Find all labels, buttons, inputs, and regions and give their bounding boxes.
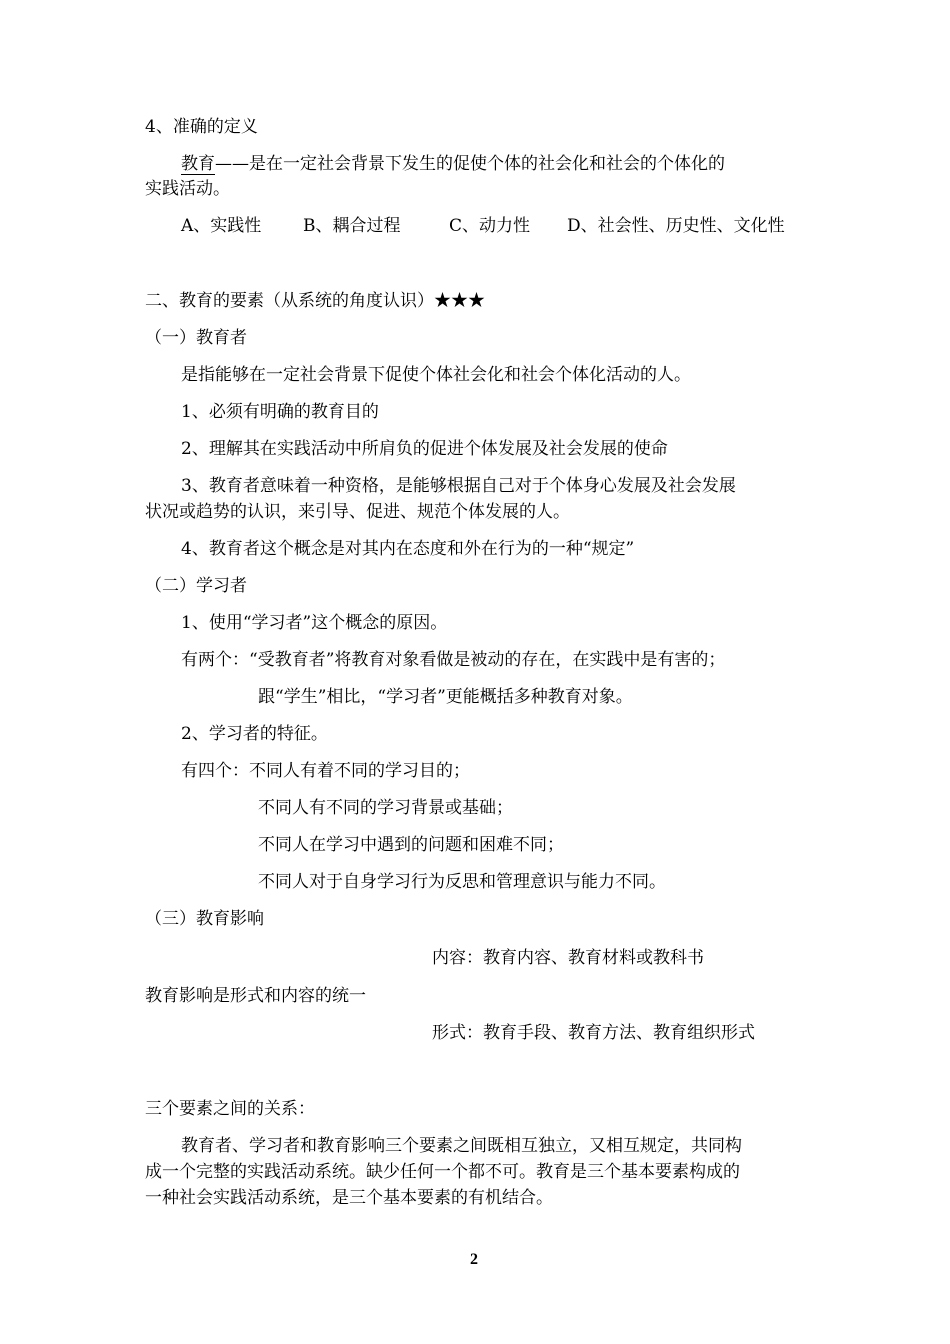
option-b: B、耦合过程 [303,216,401,236]
learner-point-1: 1、使用“学习者”这个概念的原因。 [181,613,448,633]
learner-reason-1: 有两个：“受教育者”将教育对象看做是被动的存在，在实践中是有害的； [181,650,726,670]
relation-line-2: 成一个完整的实践活动系统。缺少任何一个都不可。教育是三个基本要素构成的 [145,1162,740,1182]
option-c: C、动力性 [449,216,531,236]
option-a: A、实践性 [181,216,262,236]
definition-options [181,214,785,238]
educator-point-2: 2、理解其在实践活动中所肩负的促进个体发展及社会发展的使命 [181,439,668,459]
educator-point-3-line-1: 3、教育者意味着一种资格，是能够根据自己对于个体身心发展及社会发展 [181,476,736,496]
relation-line-1: 教育者、学习者和教育影响三个要素之间既相互独立，又相互规定，共同构 [181,1136,742,1156]
term-education: 教育 [181,154,215,174]
definition-line-1 [181,152,725,176]
learner-heading: （二）学习者 [145,576,247,596]
section-two-heading: 二、教育的要素（从系统的角度认识）★★★ [145,291,485,311]
page-number: 2 [470,1251,478,1268]
definition-text: ——是在一定社会背景下发生的促使个体的社会化和社会的个体化的 [215,154,725,174]
influence-heading: （三）教育影响 [145,909,264,929]
educator-intro: 是指能够在一定社会背景下促使个体社会化和社会个体化活动的人。 [181,365,691,385]
learner-point-2: 2、学习者的特征。 [181,724,328,744]
learner-reason-2: 跟“学生”相比，“学习者”更能概括多种教育对象。 [258,687,633,707]
educator-point-4: 4、教育者这个概念是对其内在态度和外在行为的一种“规定” [181,539,635,559]
educator-point-1: 1、必须有明确的教育目的 [181,402,379,422]
definition-line-2: 实践活动。 [145,179,230,199]
influence-form: 形式：教育手段、教育方法、教育组织形式 [432,1023,755,1043]
learner-feature-4: 不同人对于自身学习行为反思和管理意识与能力不同。 [258,872,666,892]
learner-feature-3: 不同人在学习中遇到的问题和困难不同； [258,835,564,855]
relation-heading: 三个要素之间的关系： [145,1099,315,1119]
influence-unity: 教育影响是形式和内容的统一 [145,986,366,1006]
definition-heading: 4、准确的定义 [145,117,258,137]
educator-heading: （一）教育者 [145,328,247,348]
learner-feature-2: 不同人有不同的学习背景或基础； [258,798,513,818]
option-d: D、社会性、历史性、文化性 [567,216,785,236]
relation-line-3: 一种社会实践活动系统，是三个基本要素的有机结合。 [145,1188,553,1208]
educator-point-3-line-2: 状况或趋势的认识，来引导、促进、规范个体发展的人。 [145,502,570,522]
learner-feature-1: 有四个：不同人有着不同的学习目的； [181,761,470,781]
influence-content: 内容：教育内容、教育材料或教科书 [432,948,704,968]
